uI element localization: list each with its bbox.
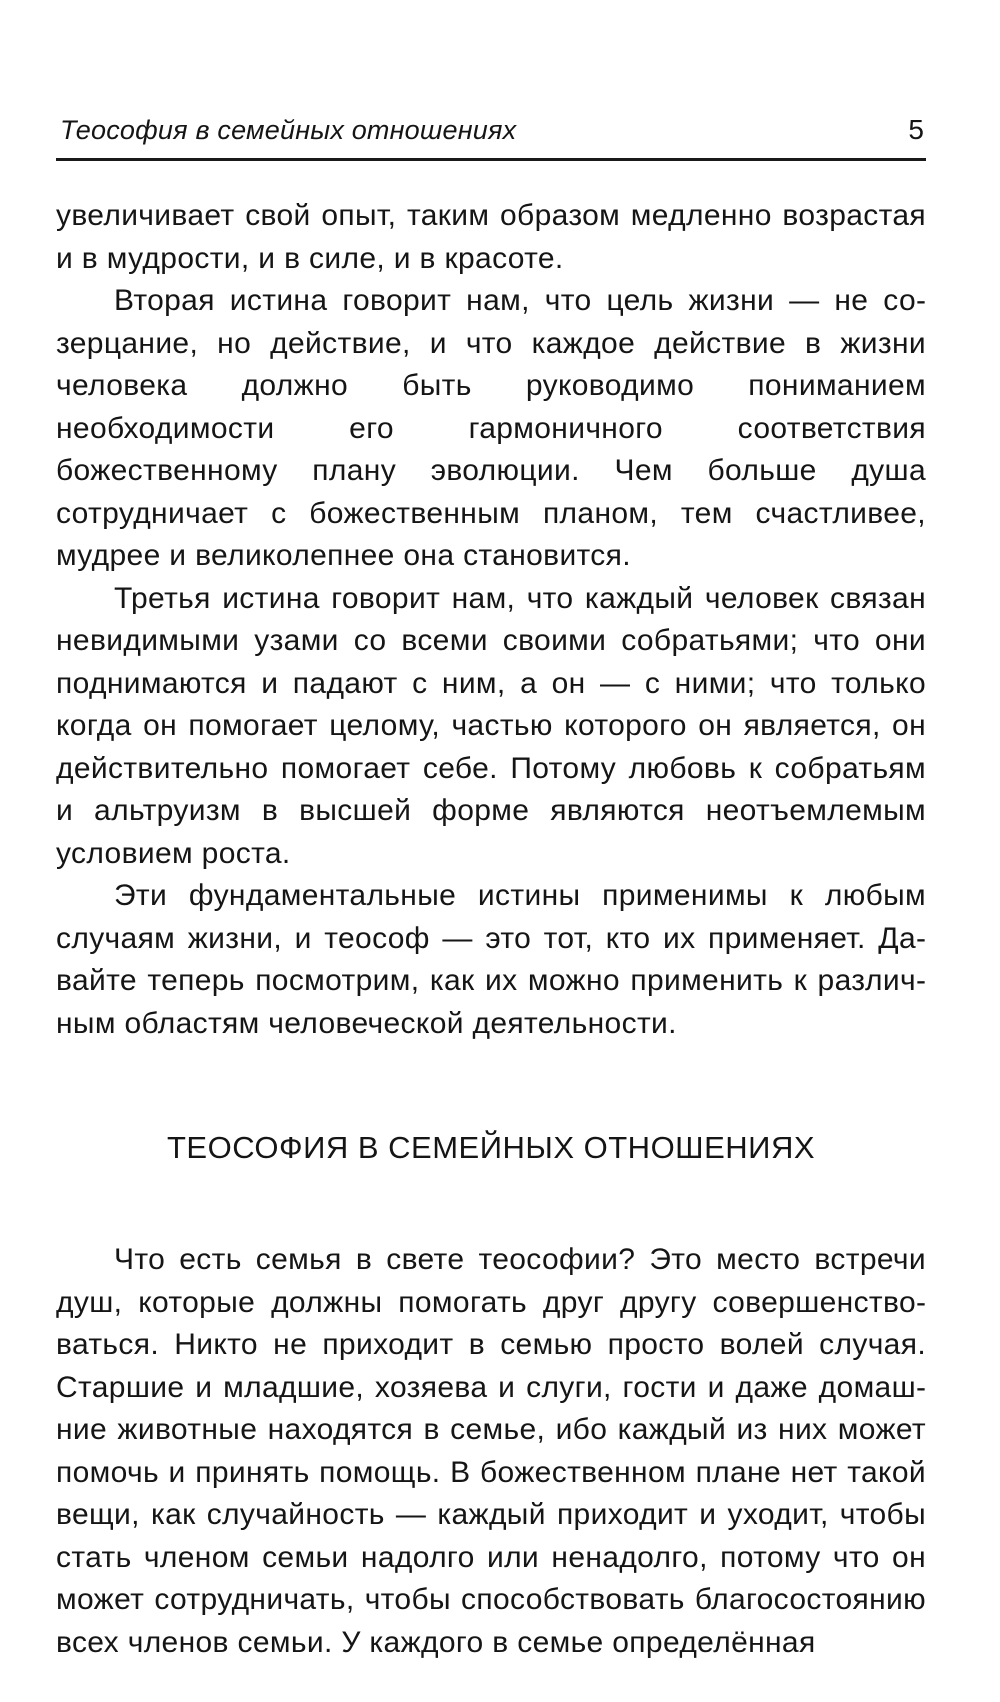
header-rule bbox=[56, 158, 926, 161]
body-text bbox=[56, 195, 926, 1664]
paragraph-continuation: увеличивает свой опыт, таким образом медленно возрастая и в мудрости, и в силе, и в красоте. bbox=[56, 199, 926, 275]
page-number: 5 bbox=[908, 114, 924, 145]
section-heading: ТЕОСОФИЯ В СЕМЕЙНЫХ ОТНОШЕНИЯХ bbox=[166, 1130, 816, 1165]
paragraph-fundamental-truths: Эти фундаментальные истины применимы к любым случаям жизни, и теософ — это тот, кто их применяет. Давайте теперь посмотрим, как их можно применить к различным областям человеческой деятельности. bbox=[56, 879, 926, 1040]
paragraph-family: Что есть семья в свете теософии? Это место встречи душ, которые должны помогать друг другу совершенствоваться. Никто не приходит в семью просто волей случая. Старшие и младшие, хозяева и слуги, гости и даже домашние животные находятся в семье, ибо каждый из них может помочь и принять помощь. В божественном плане нет такой вещи, как случайность — каждый приходит и уходит, чтобы стать членом семьи надолго или ненадолго, потому что он может сотрудничать, чтобы способствовать благосостоянию всех членов семьи. У каждого в семье определённая bbox=[56, 1243, 926, 1659]
paragraph-third-truth: Третья истина говорит нам, что каждый человек связан невидимыми узами со всеми своими собратьями; что они поднимаются и падают с ним, а он — с ними; что только когда он помогает целому, частью которого он является, он действительно помогает себе. Потому любовь к собратьям и альтруизм в высшей форме являются неотъемлемым условием роста. bbox=[56, 581, 926, 870]
running-header bbox=[56, 112, 926, 158]
paragraph-second-truth: Вторая истина говорит нам, что цель жизни — не созерцание, но действие, и что каждое действие в жизни человека должно быть руководимо пониманием необходимости его гармоничного соответствия божественному плану эволюции. Чем больше душа сотрудничает с божественным планом, тем счастливее, мудрее и великолепнее она становится. bbox=[56, 284, 926, 572]
running-title: Теософия в семейных отношениях bbox=[60, 115, 517, 145]
